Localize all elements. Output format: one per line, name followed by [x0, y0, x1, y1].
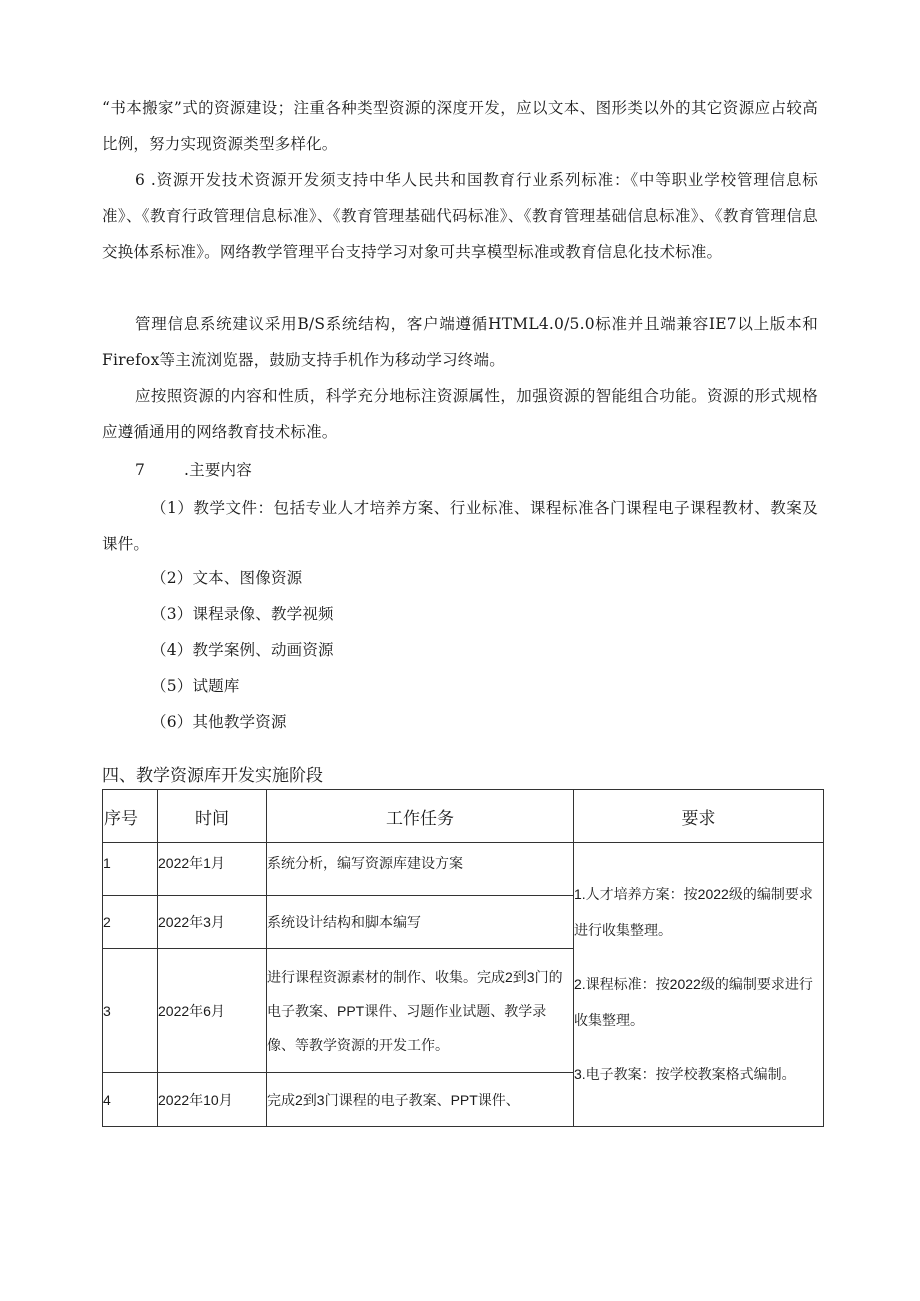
list-item-other-resources: （6）其他教学资源: [151, 713, 287, 731]
list-item-question-bank: （5）试题库: [151, 677, 240, 695]
row-number: 1: [103, 843, 158, 896]
header-requirement: 要求: [574, 790, 824, 843]
header-time: 时间: [158, 790, 267, 843]
row-task: 进行课程资源素材的制作、收集。完成2到3门的电子教案、PPT课件、习题作业试题、教学录像、等教学资源的开发工作。: [267, 949, 574, 1073]
list-item-case-animation: （4）教学案例、动画资源: [151, 641, 334, 659]
header-seq: 序号: [103, 790, 158, 843]
list-item-teaching-docs: （1）教学文件：包括专业人才培养方案、行业标准、课程标准各门课程电子课程教材、教案及课件。: [102, 499, 818, 553]
row-time: 2022年6月: [158, 949, 267, 1073]
requirements-cell: [574, 843, 824, 1127]
list-item-course-video: （3）课程录像、教学视频: [151, 605, 334, 623]
row-task: 系统设计结构和脚本编写: [267, 896, 574, 949]
section-heading-implementation: 四、教学资源库开发实施阶段: [102, 766, 323, 786]
row-number: 3: [103, 949, 158, 1073]
requirement-training-plan: 1.人才培养方案：按2022级的编制要求进行收集整理。: [574, 886, 813, 938]
implementation-table: [102, 789, 824, 1127]
row-number: 4: [103, 1073, 158, 1127]
row-time: 2022年1月: [158, 843, 267, 896]
section-7-number: 7: [135, 461, 146, 479]
header-task: 工作任务: [267, 790, 574, 843]
requirement-lesson-plan: 3.电子教案：按学校教案格式编制。: [574, 1066, 796, 1082]
row-time: 2022年3月: [158, 896, 267, 949]
table-row: [103, 843, 824, 896]
table-header-row: [103, 790, 824, 843]
paragraph-resource-attributes: 应按照资源的内容和性质，科学充分地标注资源属性，加强资源的智能组合功能。资源的形式规格应遵循通用的网络教育技术标准。: [102, 387, 818, 441]
requirement-course-standard: 2.课程标准：按2022级的编制要求进行收集整理。: [574, 976, 813, 1028]
paragraph-resource-diversity: “书本搬家”式的资源建设；注重各种类型资源的深度开发，应以文本、图形类以外的其它资源应占较高比例，努力实现资源类型多样化。: [102, 99, 818, 153]
row-time: 2022年10月: [158, 1073, 267, 1127]
row-task: 系统分析，编写资源库建设方案: [267, 843, 574, 896]
paragraph-bs-architecture: 管理信息系统建议采用B/S系统结构，客户端遵循HTML4.0/5.0标准并且端兼容IE7以上版本和Firefox等主流浏览器，鼓励支持手机作为移动学习终端。: [102, 315, 818, 369]
section-7-title: .主要内容: [184, 461, 252, 479]
row-task: 完成2到3门课程的电子教案、PPT课件、: [267, 1073, 574, 1127]
row-number: 2: [103, 896, 158, 949]
list-item-text-image: （2）文本、图像资源: [151, 569, 303, 587]
paragraph-tech-standards: 6 .资源开发技术资源开发须支持中华人民共和国教育行业系列标准：《中等职业学校管理信息标准》、《教育行政管理信息标准》、《教育管理基础代码标准》、《教育管理基础信息标准》、《教育管理信息交换体系标准》。网络教学管理平台支持学习对象可共享模型标准或教育信息化技术标准。: [102, 171, 818, 261]
